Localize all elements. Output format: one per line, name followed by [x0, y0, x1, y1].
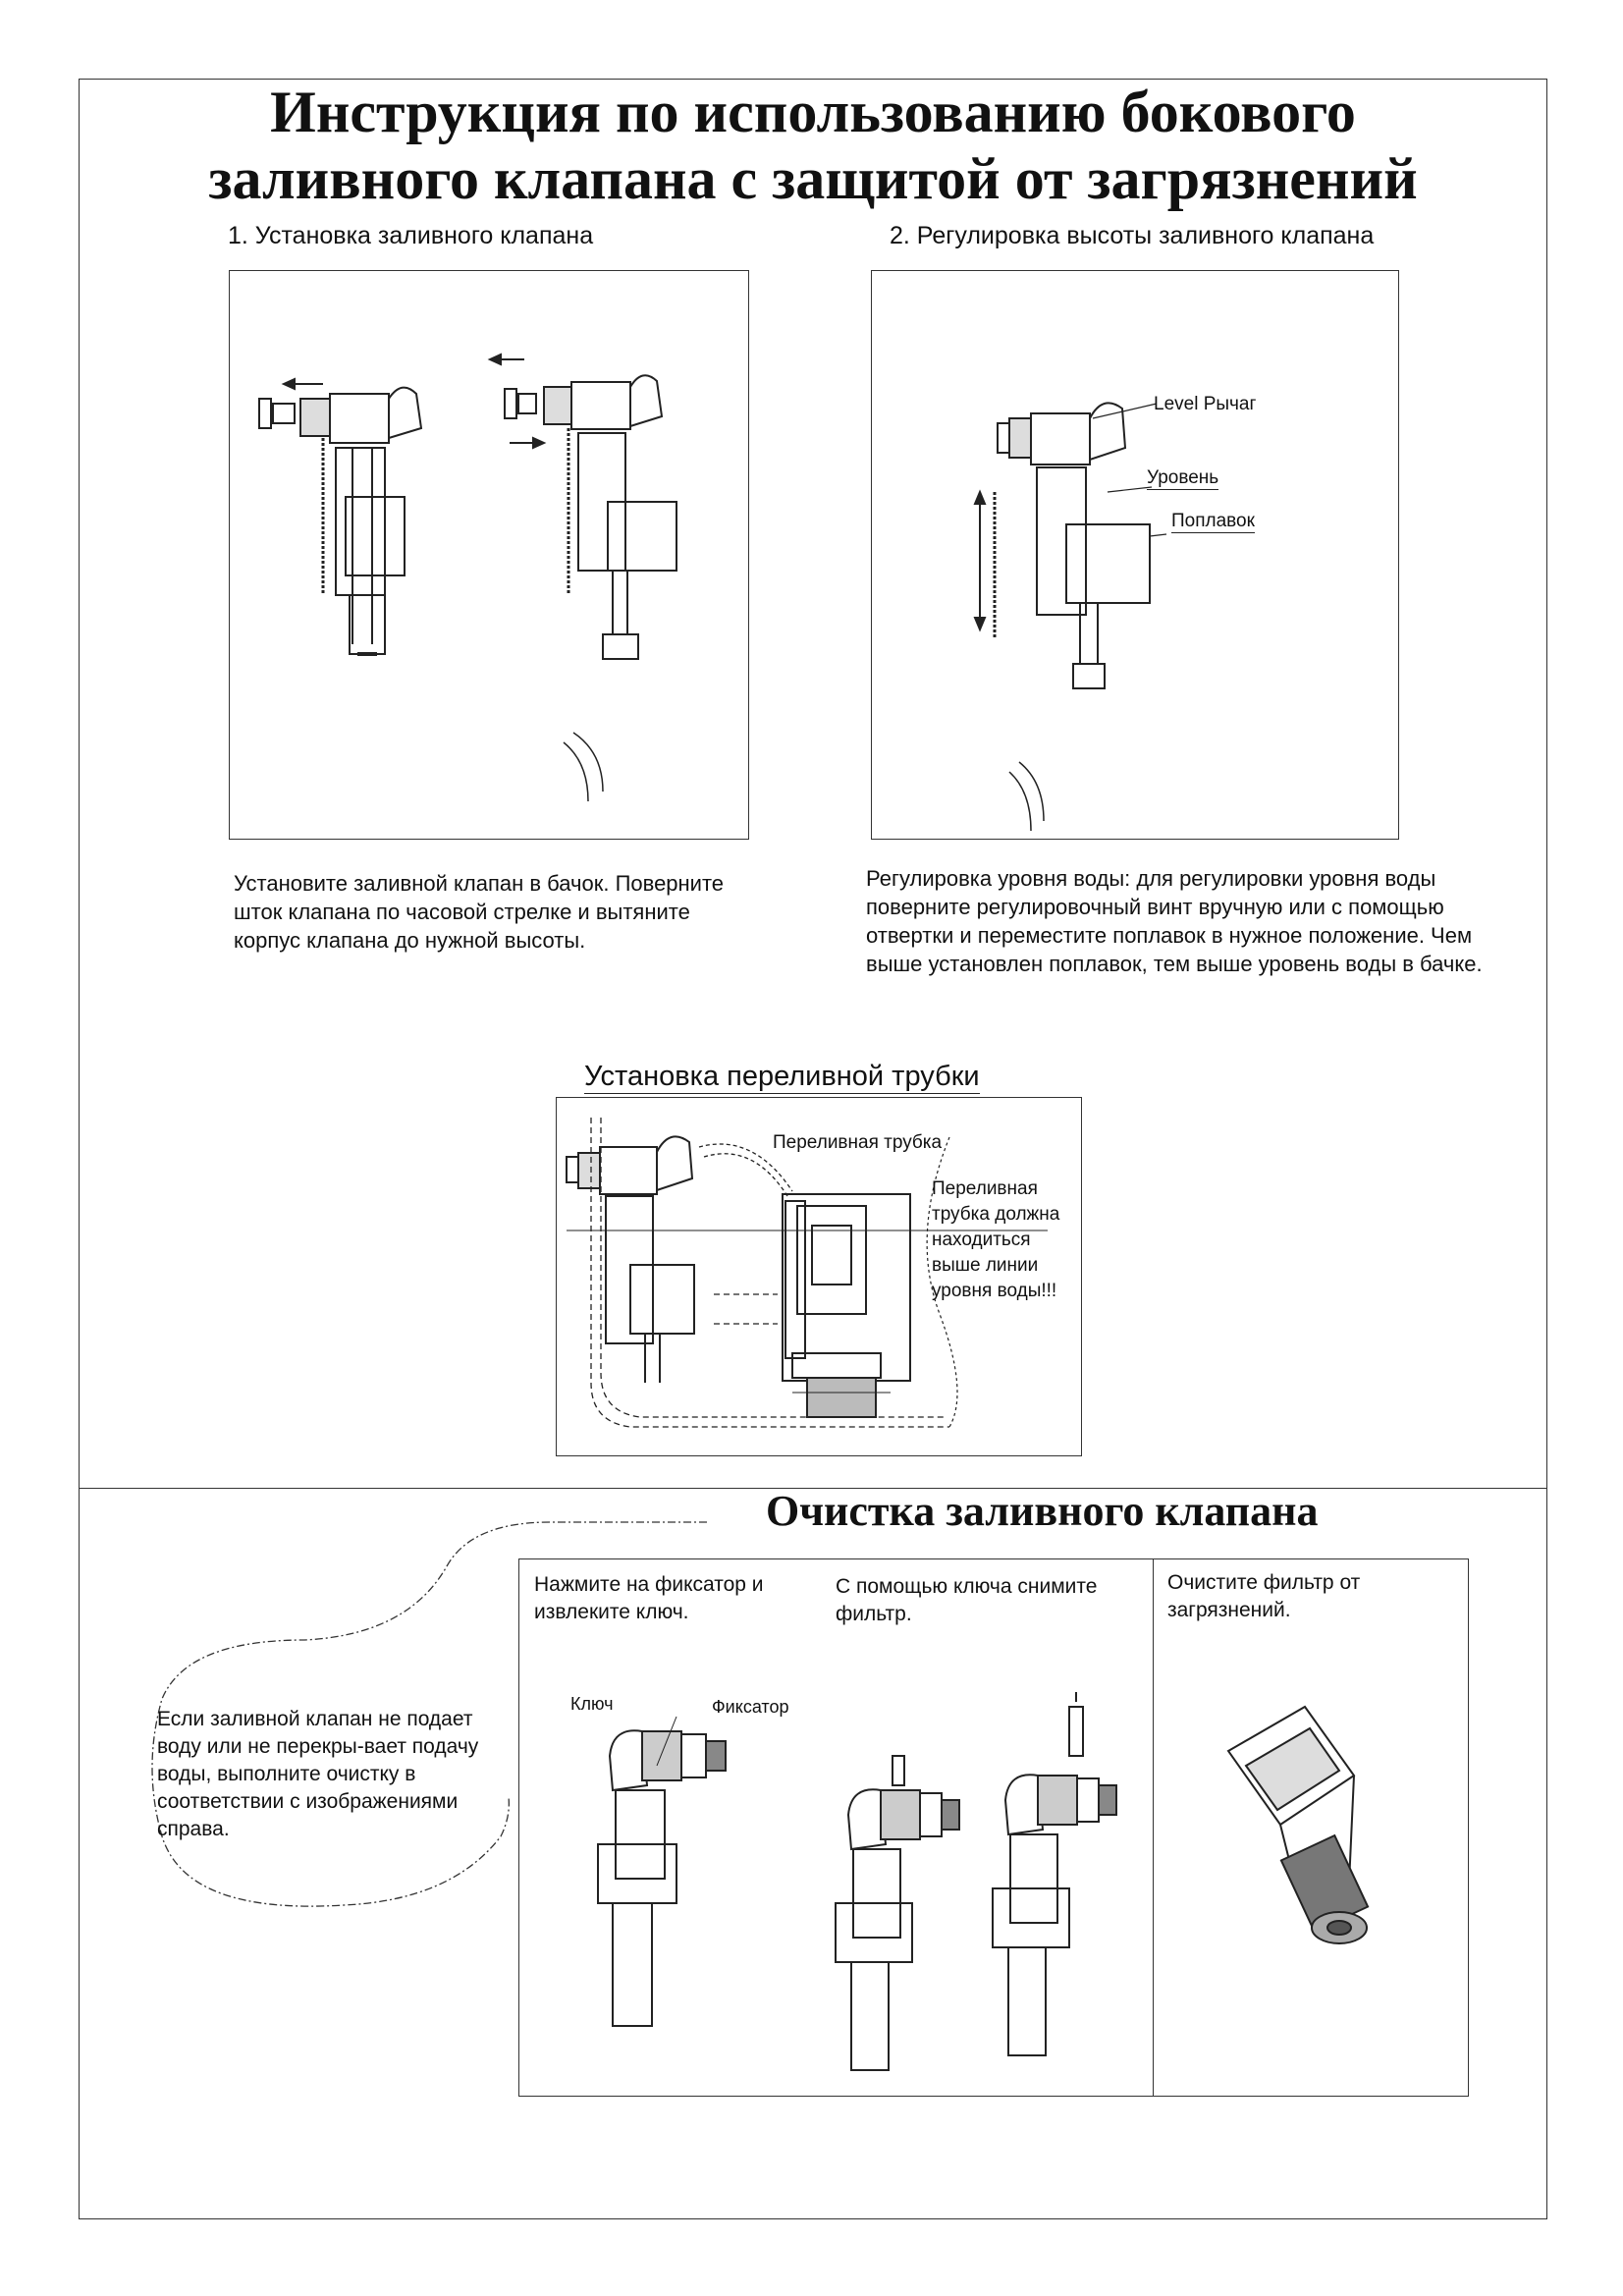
cleaning-panel	[518, 1558, 1469, 2097]
overflow-heading: Установка переливной трубки	[584, 1061, 980, 1092]
level-label: Уровень	[1147, 467, 1219, 488]
latch-label: Фиксатор	[712, 1697, 789, 1717]
title-line-1: Инструкция по использованию бокового	[270, 80, 1356, 144]
section1-figure	[229, 270, 749, 840]
key-label: Ключ	[570, 1694, 614, 1714]
cleaning-step3: Очистите фильтр от загрязнений.	[1167, 1571, 1361, 1621]
filter-drawing	[1228, 1707, 1368, 1943]
section2-figure	[871, 270, 1399, 840]
cleaning-step1: Нажмите на фиксатор и извлеките ключ.	[534, 1573, 764, 1623]
section2-text: Регулировка уровня воды: для регулировки уровня воды поверните регулировочный винт вручную или с помощью отвертки и переместите поплавок в нужное положение. Чем выше установлен поплавок, тем выше уровень воды в бачке.	[866, 866, 1483, 976]
overflow-note: Переливная трубка должна находиться выше линии уровня воды!!!	[932, 1178, 1060, 1301]
cleaning-heading: Очистка заливного клапана	[766, 1487, 1319, 1535]
overflow-figure	[556, 1097, 1082, 1456]
cleaning-bubble-text: Если заливной клапан не подает воду или не перекры-вает подачу воды, выполните очистку в соответствии с изображениями справа.	[157, 1708, 479, 1840]
lever-label: Level Рычаг	[1154, 394, 1257, 414]
overflow-tube-label: Переливная трубка	[773, 1132, 943, 1153]
fill-valve-drawing	[872, 271, 1400, 841]
float-label: Поплавок	[1171, 511, 1255, 531]
cleaning-step2: С помощью ключа снимите фильтр.	[836, 1575, 1098, 1625]
section1-heading: 1. Установка заливного клапана	[228, 222, 594, 249]
section1-text: Установите заливной клапан в бачок. Поверните шток клапана по часовой стрелке и вытяните корпус клапана до нужной высоты.	[234, 871, 725, 953]
fill-valve-drawing	[519, 1559, 1470, 2098]
section2-heading: 2. Регулировка высоты заливного клапана	[890, 222, 1375, 249]
page-title	[79, 79, 1547, 212]
title-line-2: заливного клапана с защитой от загрязнений	[208, 146, 1418, 211]
fill-valve-drawing	[230, 271, 750, 841]
